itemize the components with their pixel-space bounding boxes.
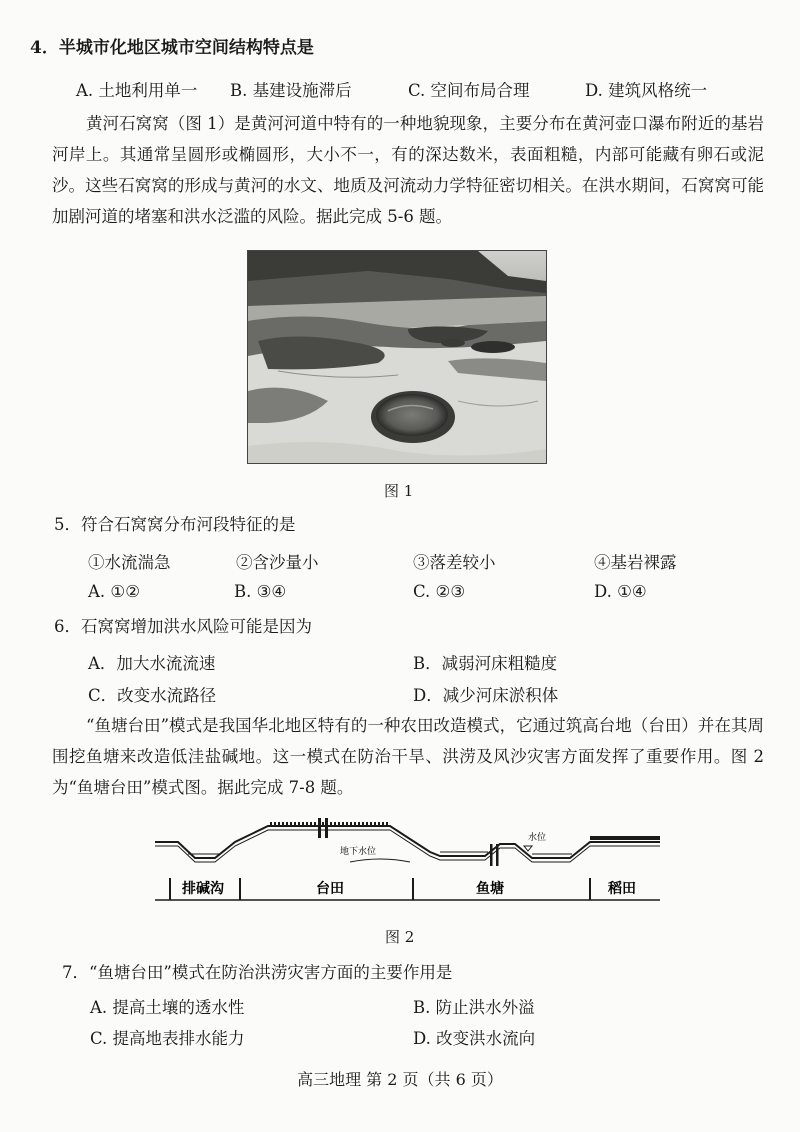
q7-option-c: C. 提高地表排水能力 (90, 1029, 245, 1048)
q5-option-b: B. ③④ (234, 582, 287, 601)
label-groundwater: 地下水位 (340, 847, 377, 857)
water-level-marker-icon (524, 846, 532, 851)
q4-option-a: A. 土地利用单一 (76, 81, 198, 100)
q5-statement-1: ①水流湍急 (88, 553, 171, 572)
river-rock-pothole-image (248, 251, 546, 463)
q5-statement-3: ③落差较小 (413, 553, 496, 572)
page-footer: 高三地理 第 2 页（共 6 页） (297, 1070, 503, 1089)
q5-statement-4: ④基岩裸露 (594, 553, 677, 572)
label-paddy: 稻田 (608, 881, 636, 897)
figure2-diagram (140, 818, 670, 906)
label-pond: 鱼塘 (476, 881, 504, 897)
q4-option-c: C. 空间布局合理 (408, 81, 530, 100)
q4-stem: 4．半城市化地区城市空间结构特点是 (30, 38, 314, 58)
q7-option-b: B. 防止洪水外溢 (413, 998, 535, 1017)
q6-option-b: B．减弱河床粗糙度 (413, 654, 558, 673)
q6-option-d: D．减少河床淤积体 (413, 686, 559, 705)
q4-option-d: D. 建筑风格统一 (585, 81, 708, 100)
pond-terrace-cross-section (140, 818, 670, 906)
figure1-photo (247, 250, 547, 464)
label-terrace: 台田 (316, 881, 344, 897)
q5-option-d: D. ①④ (594, 582, 647, 601)
q4-option-b: B. 基建设施滞后 (230, 81, 352, 100)
q5-stem: 5．符合石窝窝分布河段特征的是 (54, 515, 296, 534)
figure1-caption: 图 1 (384, 482, 414, 500)
q7-option-d: D. 改变洪水流向 (413, 1029, 536, 1048)
q7-option-a: A. 提高土壤的透水性 (90, 998, 245, 1017)
passage-pond-terrace: “鱼塘台田”模式是我国华北地区特有的一种农田改造模式，它通过筑高台地（台田）并在其周围挖鱼塘来改造低洼盐碱地。这一模式在防治干旱、洪涝及风沙灾害方面发挥了重要作用。图 2 为“鱼塘台田”模式图。据此完成 7-8 题。 (52, 716, 764, 797)
label-water-level: 水位 (528, 833, 547, 843)
passage-shiwowo: 黄河石窝窝（图 1）是黄河河道中特有的一种地貌现象，主要分布在黄河壶口瀑布附近的基岩河岸上。其通常呈圆形或椭圆形，大小不一，有的深达数米，表面粗糙，内部可能藏有卵石或泥沙。这些石窝窝的形成与黄河的水文、地质及河流动力学特征密切相关。在洪水期间，石窝窝可能加剧河道的堵塞和洪水泛滥的风险。据此完成 5-6 题。 (52, 114, 764, 226)
q6-option-c: C．改变水流路径 (88, 686, 217, 705)
q5-option-c: C. ②③ (413, 582, 466, 601)
q5-statement-2: ②含沙量小 (236, 553, 319, 572)
label-ditch: 排碱沟 (182, 881, 224, 897)
q6-option-a: A．加大水流流速 (88, 654, 216, 673)
q7-stem: 7．“鱼塘台田”模式在防治洪涝灾害方面的主要作用是 (62, 963, 453, 982)
figure2-caption: 图 2 (385, 928, 415, 946)
q6-stem: 6．石窝窝增加洪水风险可能是因为 (54, 617, 312, 636)
q5-option-a: A. ①② (88, 582, 140, 601)
